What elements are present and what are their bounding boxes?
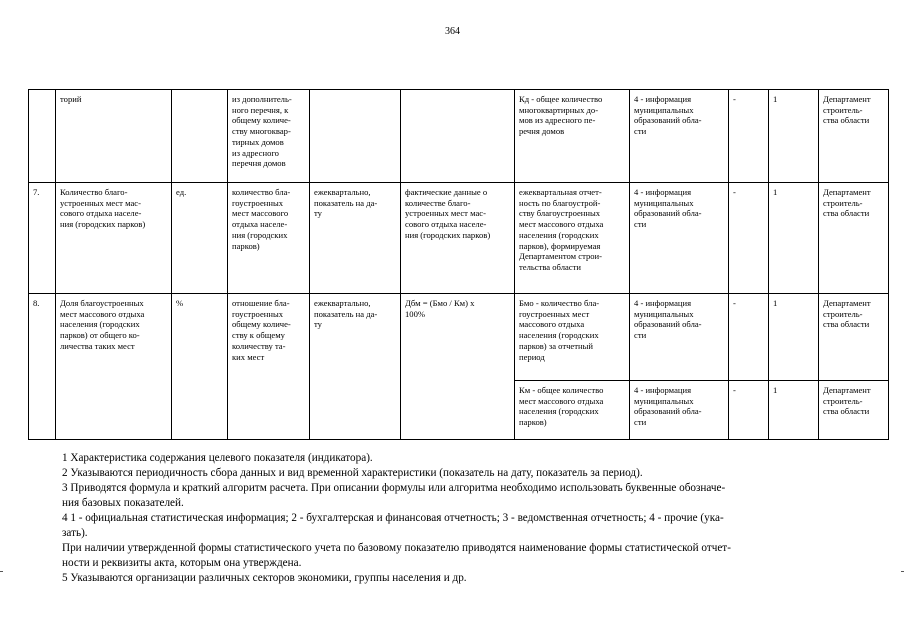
scan-edge-mark [0,571,3,572]
base-indicator-cell: Бмо - количество бла- гоустроенных мест массового отдыха населения (городских парков) за отчетный период [515,294,630,381]
formula-cell: фактические данные о количестве благо- устроенных мест мас- сового отдыха населе- ния (городских парков) [401,183,515,294]
base-indicator-cell: ежеквартальная отчет- ность по благоустрой- ству благоустроенных мест массового отдыха населения (городских парков), формируемая Департаментом строи- тельства области [515,183,630,294]
periodicity-cell: ежеквартально, показатель на да- ту [310,294,401,440]
base-indicator-cell: Кд - общее количество многоквартирных до- мов из адресного пе- речня домов [515,90,630,183]
code-cell: 1 [769,294,819,381]
data-source-cell: 4 - информация муниципальных образований обла- сти [630,381,729,440]
department-cell: Департамент строитель- ства области [819,90,889,183]
dash-cell: - [729,381,769,440]
footnote: 2 Указываются периодичность сбора данных и вид временной характеристики (показатель на дату, показатель за период). [62,467,643,479]
footnote: 4 1 - официальная статистическая информация; 2 - бухгалтерская и финансовая отчетность; 3 - ведомственная отчетность; 4 - прочие (ука- зать). [62,512,724,539]
formula-cell [401,90,515,183]
periodicity-cell: ежеквартально, показатель на да- ту [310,183,401,294]
department-cell: Департамент строитель- ства области [819,294,889,381]
unit-cell: % [172,294,228,440]
indicator-name-cell: торий [56,90,172,183]
dash-cell: - [729,183,769,294]
code-cell: 1 [769,381,819,440]
code-cell: 1 [769,90,819,183]
data-source-cell: 4 - информация муниципальных образований обла- сти [630,183,729,294]
department-cell: Департамент строитель- ства области [819,381,889,440]
page-number: 364 [445,26,460,37]
footnote: 1 Характеристика содержания целевого показателя (индикатора). [62,452,373,464]
definition-cell: количество бла- гоустроенных мест массового отдыха населе- ния (городских парков) [228,183,310,294]
footnote: 5 Указываются организации различных секторов экономики, группы населения и др. [62,572,467,584]
department-cell: Департамент строитель- ства области [819,183,889,294]
table-row [29,294,889,381]
table-row [29,90,889,183]
base-indicator-cell: Км - общее количество мест массового отдыха населения (городских парков) [515,381,630,440]
indicator-name-cell: Доля благоустроенных мест массового отдыха населения (городских парков) от общего ко- личества таких мест [56,294,172,440]
data-source-cell: 4 - информация муниципальных образований обла- сти [630,90,729,183]
periodicity-cell [310,90,401,183]
indicator-name-cell: Количество благо- устроенных мест мас- сового отдыха населе- ния (городских парков) [56,183,172,294]
footnote: 3 Приводятся формула и краткий алгоритм расчета. При описании формулы или алгоритма необходимо использовать буквенные обозначе- ния базовых показателей. [62,482,726,509]
table-row [29,183,889,294]
definition-cell: отношение бла- гоустроенных общему количе- ству к общему количеству та- ких мест [228,294,310,440]
dash-cell: - [729,294,769,381]
row-number-cell: 7. [29,183,56,294]
footnotes [62,451,862,586]
unit-cell: ед. [172,183,228,294]
unit-cell [172,90,228,183]
definition-cell: из дополнитель- ного перечня, к общему количе- ству многоквар- тирных домов из адресного перечня домов [228,90,310,183]
footnote: При наличии утвержденной формы статистического учета по базовому показателю приводятся наименование формы статистической отчет- ности и реквизиты акта, которым она утверждена. [62,542,731,569]
dash-cell: - [729,90,769,183]
data-source-cell: 4 - информация муниципальных образований обла- сти [630,294,729,381]
row-number-cell [29,90,56,183]
scan-edge-mark [901,571,904,572]
indicators-table [28,89,889,440]
code-cell: 1 [769,183,819,294]
row-number-cell: 8. [29,294,56,440]
formula-cell: Дбм = (Бмо / Км) х 100% [401,294,515,440]
